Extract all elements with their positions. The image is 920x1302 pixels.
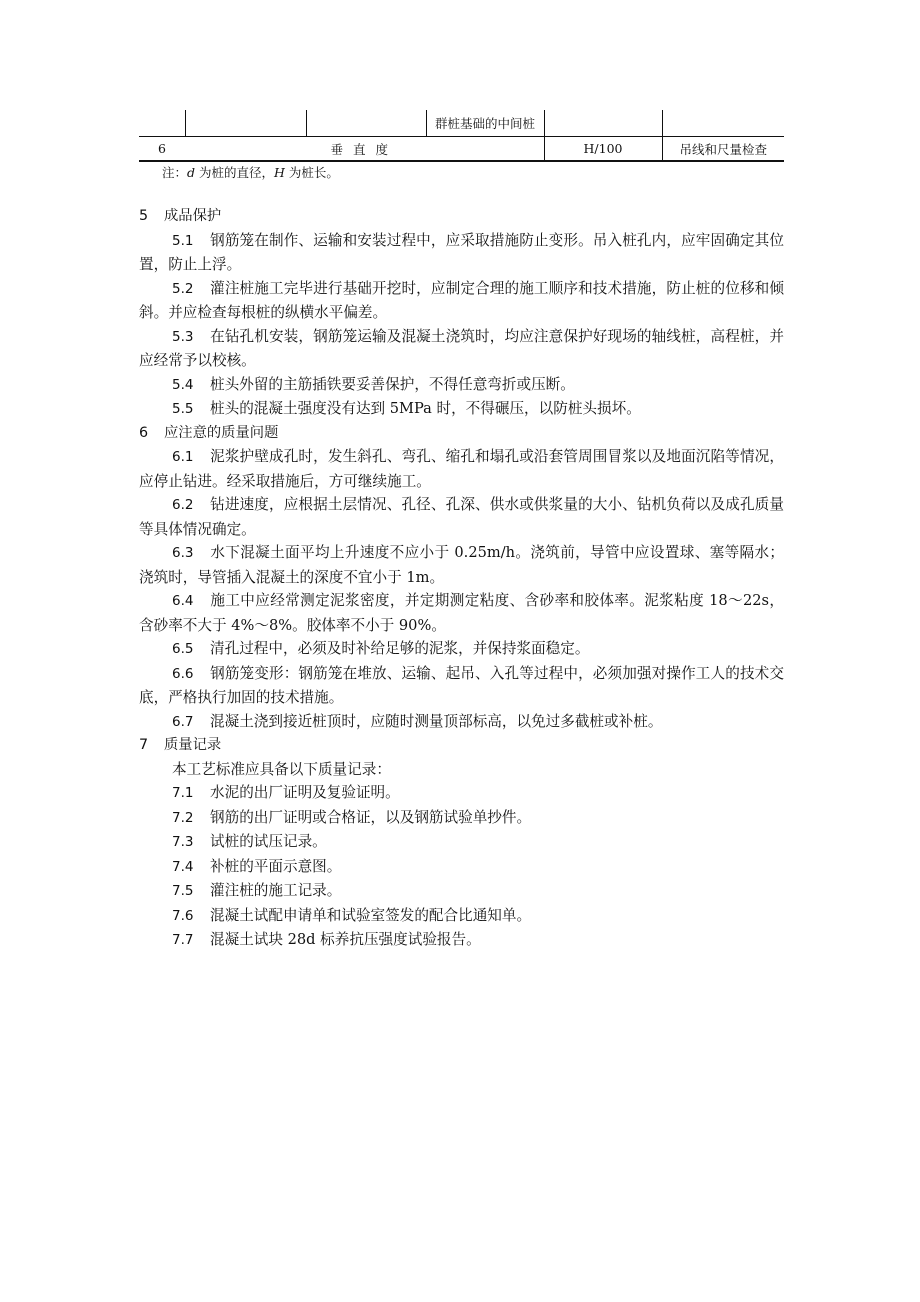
table-note: 注：d 为桩的直径，H 为桩长。 (162, 165, 339, 180)
table-cell (139, 110, 185, 137)
list-item: 7.4 补桩的平面示意图。 (172, 857, 342, 875)
list-item: 7.1 水泥的出厂证明及复验证明。 (172, 784, 400, 801)
list-item: 7.2 钢筋的出厂证明或合格证，以及钢筋试验单抄件。 (172, 808, 532, 826)
list-item: 6.5 清孔过程中，必须及时补给足够的泥浆，并保持浆面稳定。 (172, 640, 590, 657)
list-item: 6.2 钻进速度，应根据土层情况、孔径、孔深、供水或供浆量的大小、钻机负荷以及成孔质量等具体情况确定。 (139, 496, 784, 538)
list-item: 5.3 在钻孔机安装，钢筋笼运输及混凝土浇筑时，均应注意保护好现场的轴线桩，高程桩，并应经常予以校核。 (139, 327, 784, 369)
list-item: 7.7 混凝土试块 28d 标养抗压强度试验报告。 (172, 931, 481, 948)
list-item: 6.6 钢筋笼变形：钢筋笼在堆放、运输、起吊、入孔等过程中，必须加强对操作工人的技术交底，严格执行加固的技术措施。 (139, 664, 784, 706)
table-row (139, 110, 784, 137)
inspection-table (139, 110, 784, 162)
list-item: 6.7 混凝土浇到接近桩顶时，应随时测量顶部标高，以免过多截桩或补桩。 (172, 712, 663, 730)
table-cell-no: 6 (158, 141, 166, 156)
table-cell-value: H/100 (544, 137, 662, 162)
list-item: 5.5 桩头的混凝土强度没有达到 5MPa 时，不得碾压，以防桩头损坏。 (172, 400, 641, 417)
list-item: 7.3 试桩的试压记录。 (172, 833, 327, 850)
list-item: 6.3 水下混凝土面平均上升速度不应小于 0.25m/h。浇筑前，导管中应设置球、塞等隔水；浇筑时，导管插入混凝土的深度不宜小于 1m。 (139, 544, 784, 586)
list-item: 7.6 混凝土试配申请单和试验室签发的配合比通知单。 (172, 906, 532, 924)
table-row (139, 137, 784, 162)
list-item: 5.2 灌注桩施工完毕进行基础开挖时，应制定合理的施工顺序和技术措施，防止桩的位移和倾斜。并应检查每根桩的纵横水平偏差。 (139, 279, 784, 321)
list-item: 6.1 泥浆护壁成孔时，发生斜孔、弯孔、缩孔和塌孔或沿套管周围冒浆以及地面沉陷等情况，应停止钻进。经采取措施后，方可继续施工。 (139, 448, 784, 490)
table-cell (306, 110, 426, 137)
document-body (139, 205, 784, 953)
list-item: 7.5 灌注桩的施工记录。 (172, 882, 342, 899)
section-heading: 7 质量记录 (139, 737, 222, 753)
section-intro: 本工艺标准应具备以下质量记录： (172, 760, 391, 778)
table-cell (662, 110, 784, 137)
table-cell: 群桩基础的中间桩 (426, 110, 544, 137)
section-heading: 6 应注意的质量问题 (139, 424, 279, 441)
table-cell (185, 110, 306, 137)
table-cell (544, 110, 662, 137)
list-item: 5.4 桩头外留的主筋插铁要妥善保护，不得任意弯折或压断。 (172, 375, 575, 393)
list-item: 5.1 钢筋笼在制作、运输和安装过程中，应采取措施防止变形。吊入桩孔内，应牢固确定其位置，防止上浮。 (139, 231, 784, 273)
table-cell-item: 垂直度 (330, 141, 398, 157)
list-item: 6.4 施工中应经常测定泥浆密度，并定期测定粘度、含砂率和胶体率。泥浆粘度 18～22s，含砂率不大于 4%～8%。胶体率不小于 90%。 (139, 592, 784, 634)
section-heading: 5 成品保护 (139, 208, 222, 224)
table-cell-method: 吊线和尺量检查 (662, 137, 784, 162)
